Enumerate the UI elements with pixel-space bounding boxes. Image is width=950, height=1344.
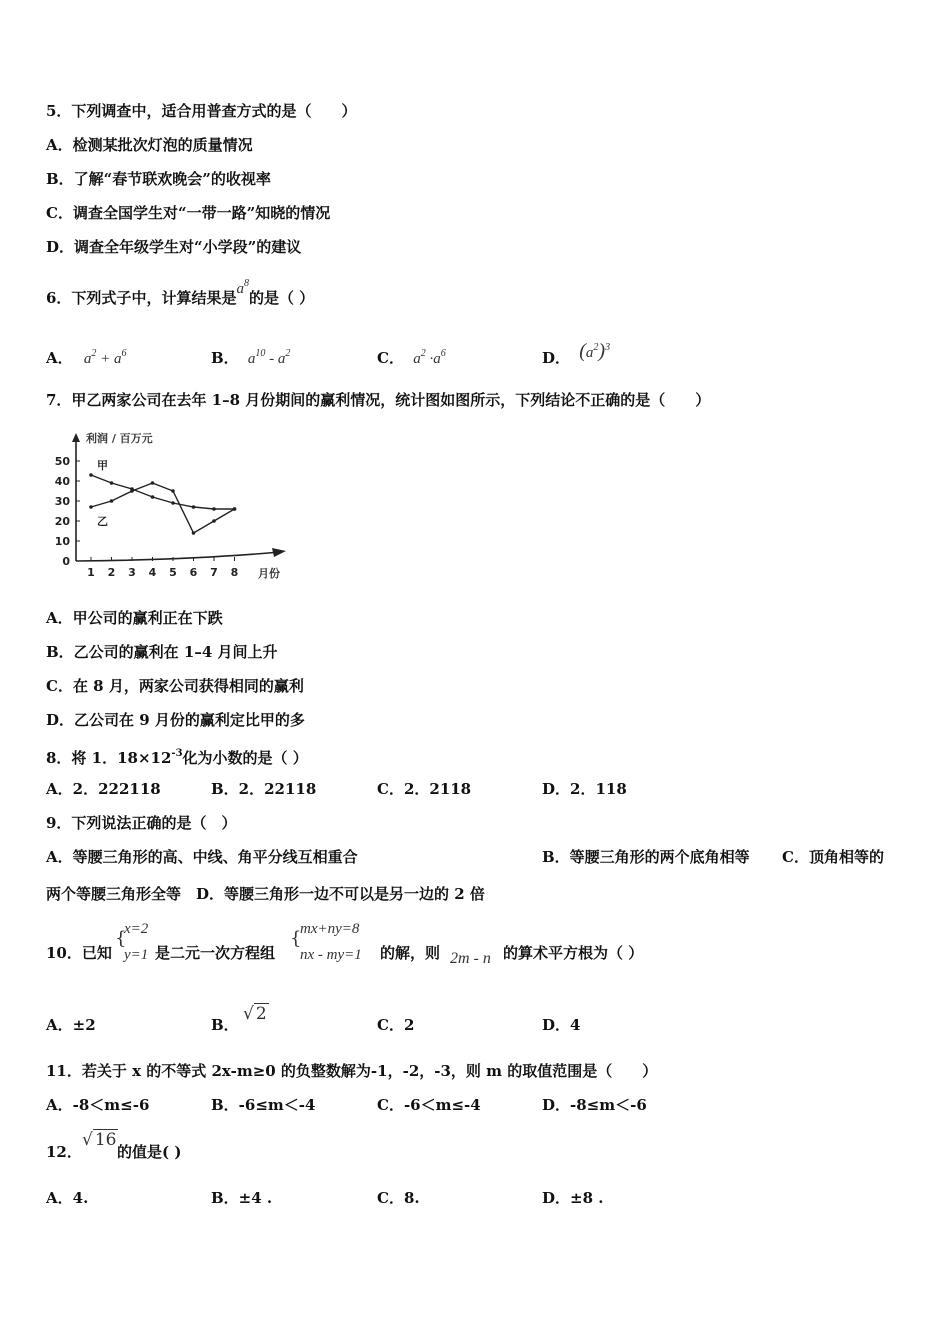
q10-brace-2: { (290, 928, 302, 949)
q10-option-b-label: B． (211, 1016, 239, 1034)
q6-a-op: + (96, 351, 114, 367)
q8-option-c: C．2．2118 (377, 780, 472, 798)
q10-number: 10．已知 (46, 944, 112, 962)
q11-option-c: C．-6＜m≤-4 (377, 1096, 481, 1114)
q8-stem (46, 744, 308, 768)
chart-y-tick-label: 0 (62, 555, 70, 568)
q10-sys1-top: x=2 (124, 921, 149, 937)
q12-option-b: B．±4 . (211, 1189, 273, 1207)
q6-b-term1: a (247, 351, 256, 367)
q6-stem-exp: 8 (243, 278, 249, 289)
q6-option-b (211, 344, 290, 369)
chart-x-tick-label: 2 (107, 566, 116, 579)
q12-option-c: C．8. (377, 1189, 420, 1207)
chart-y-tick-label: 30 (54, 495, 70, 508)
q7-option-b: B．乙公司的赢利在 1–4 月间上升 (46, 643, 278, 661)
q10-option-b-sqrt: √ 2 (243, 1004, 267, 1024)
q6-option-c-label: C． (377, 349, 404, 367)
q8-option-a: A．2．222118 (46, 780, 161, 798)
q6-option-c (377, 344, 446, 369)
chart-x-tick-label: 3 (128, 566, 136, 579)
q5-option-d: D．调查全年级学生对“小学段”的建议 (46, 238, 302, 256)
chart-point (192, 531, 196, 535)
q7-option-a: A．甲公司的赢利正在下跌 (46, 609, 223, 627)
q6-a-exp1: 2 (91, 348, 97, 359)
q6-option-b-label: B． (211, 349, 239, 367)
q6-stem-expr (236, 278, 249, 297)
q8-option-b: B．2．22118 (211, 780, 317, 798)
q10-tail-text: 的算术平方根为（ ） (503, 944, 644, 962)
chart-series-label: 乙 (97, 515, 108, 528)
q8-option-d: D．2．118 (542, 780, 627, 798)
q6-c-exp1: 2 (420, 348, 426, 359)
q6-b-exp2: 2 (285, 348, 291, 359)
chart-x-tick-label: 7 (210, 566, 218, 579)
q7-stem: 7．甲乙两家公司在去年 1–8 月份期间的赢利情况，统计图如图所示，下列结论不正确的是（ ） (46, 391, 711, 409)
chart-point (192, 505, 196, 509)
q6-stem-text-b: 的是（ ） (248, 289, 315, 307)
q6-c-term1: a (413, 351, 421, 367)
q6-c-op: · (425, 351, 434, 367)
q5-option-b: B．了解“春节联欢晚会”的收视率 (46, 170, 271, 188)
q9-option-b: B．等腰三角形的两个底角相等 (542, 848, 750, 866)
chart-point (171, 489, 175, 493)
q10-mid-text: 是二元一次方程组 (155, 944, 276, 962)
chart-x-tick-label: 6 (189, 566, 198, 579)
chart-x-tick-label: 4 (148, 566, 157, 579)
q10-sys2-bot: nx - my=1 (300, 947, 362, 963)
q5-option-a: A．检测某批次灯泡的质量情况 (46, 136, 253, 154)
q11-option-b: B．-6≤m＜-4 (211, 1096, 316, 1114)
chart-series-line (91, 475, 235, 509)
chart-point (151, 481, 155, 485)
chart-y-tick-label: 40 (54, 475, 70, 488)
q8-stem-exponent: -3 (171, 748, 183, 759)
q6-option-a (46, 344, 127, 369)
q11-stem: 11．若关于 x 的不等式 2x-m≥0 的负整数解为-1，-2，-3，则 m 的取值范围是（ ） (46, 1062, 658, 1080)
q8-stem-text-b: 化为小数的是（ ） (182, 749, 308, 767)
q6-option-d-label: D． (542, 349, 571, 367)
q9-option-a: A．等腰三角形的高、中线、角平分线互相重合 (46, 848, 358, 866)
q6-b-term2: a (277, 351, 286, 367)
q10-option-a: A．±2 (46, 1016, 96, 1034)
chart-x-axis-label: 月份 (258, 567, 280, 580)
q5-stem: 5．下列调查中，适合用普查方式的是（ ） (46, 102, 357, 120)
chart-y-tick-label: 10 (54, 535, 70, 548)
q6-d-exp: 2 (593, 342, 599, 353)
q6-d-lparen: ( (579, 340, 586, 362)
q6-a-exp2: 6 (121, 348, 127, 359)
chart-point (212, 519, 216, 523)
q10-sys2-top: mx+ny=8 (300, 921, 360, 937)
q12-number: 12． (46, 1143, 82, 1161)
q6-a-term1: a (83, 351, 92, 367)
q10-option-d: D．4 (542, 1016, 581, 1034)
q6-stem-base: a (236, 281, 244, 297)
chart-axes (72, 433, 286, 561)
q11-option-a: A．-8＜m≤-6 (46, 1096, 150, 1114)
chart-point (89, 505, 93, 509)
q6-stem (46, 278, 315, 309)
q6-b-op: - (265, 351, 278, 367)
q5-option-c: C．调查全国学生对“一带一路”知晓的情况 (46, 204, 331, 222)
chart-x-axis (76, 552, 280, 561)
q6-c-exp2: 6 (440, 348, 446, 359)
chart-point (110, 499, 114, 503)
q9-options-line2: 两个等腰三角形全等 D．等腰三角形一边不可以是另一边的 2 倍 (46, 885, 485, 903)
q9-stem: 9．下列说法正确的是（ ） (46, 814, 237, 832)
q9-option-c-part1: C．顶角相等的 (782, 848, 884, 866)
q7-option-c: C．在 8 月，两家公司获得相同的赢利 (46, 677, 304, 695)
q10-after-text: 的解，则 (380, 944, 441, 962)
chart-y-axis-label: 利润 / 百万元 (86, 432, 153, 445)
q6-c-term2: a (433, 351, 441, 367)
q6-d-outer-exp: 3 (605, 342, 611, 353)
chart-x-tick-label: 1 (87, 566, 95, 579)
chart-y-axis-arrow (72, 433, 80, 442)
q10-option-c: C．2 (377, 1016, 415, 1034)
chart-point (110, 481, 114, 485)
q12-option-d: D．±8 . (542, 1189, 604, 1207)
chart-x-axis-arrow (272, 548, 286, 557)
q12-sqrt: √ 16 (82, 1130, 117, 1150)
q10-brace-1: { (115, 928, 127, 949)
chart-point (212, 507, 216, 511)
q6-d-rparen: ) (598, 340, 606, 362)
q12-tail-text: 的值是( ) (117, 1143, 182, 1161)
chart-series-label: 甲 (97, 459, 108, 472)
chart-x-tick-label: 8 (230, 566, 239, 579)
chart-y-tick-label: 50 (54, 455, 70, 468)
chart-point (233, 507, 237, 511)
q6-a-term2: a (114, 351, 122, 367)
chart-series (89, 459, 236, 535)
chart-point (89, 473, 93, 477)
q10-sys1-bot: y=1 (124, 947, 149, 963)
q11-option-d: D．-8≤m＜-6 (542, 1096, 647, 1114)
q10-option-b-radicand: 2 (255, 1004, 267, 1024)
chart-point (151, 495, 155, 499)
q7-line-chart (40, 425, 300, 585)
chart-x-tick-label: 5 (169, 566, 177, 579)
chart-point (171, 501, 175, 505)
q8-stem-text-a: 8．将 1．18×12 (46, 749, 172, 767)
q12-radicand: 16 (94, 1130, 117, 1150)
q10-expression: 2m - n (450, 950, 491, 967)
chart-point (130, 489, 134, 493)
q6-stem-text-a: 6．下列式子中，计算结果是 (46, 289, 237, 307)
chart-y-tick-label: 20 (54, 515, 70, 528)
q12-option-a: A．4. (46, 1189, 89, 1207)
q6-b-exp1: 10 (255, 348, 266, 359)
q6-option-d (542, 340, 611, 369)
q7-option-d: D．乙公司在 9 月份的赢利定比甲的多 (46, 711, 305, 729)
q6-d-term: a (585, 345, 594, 361)
q6-option-a-label: A． (46, 349, 73, 367)
